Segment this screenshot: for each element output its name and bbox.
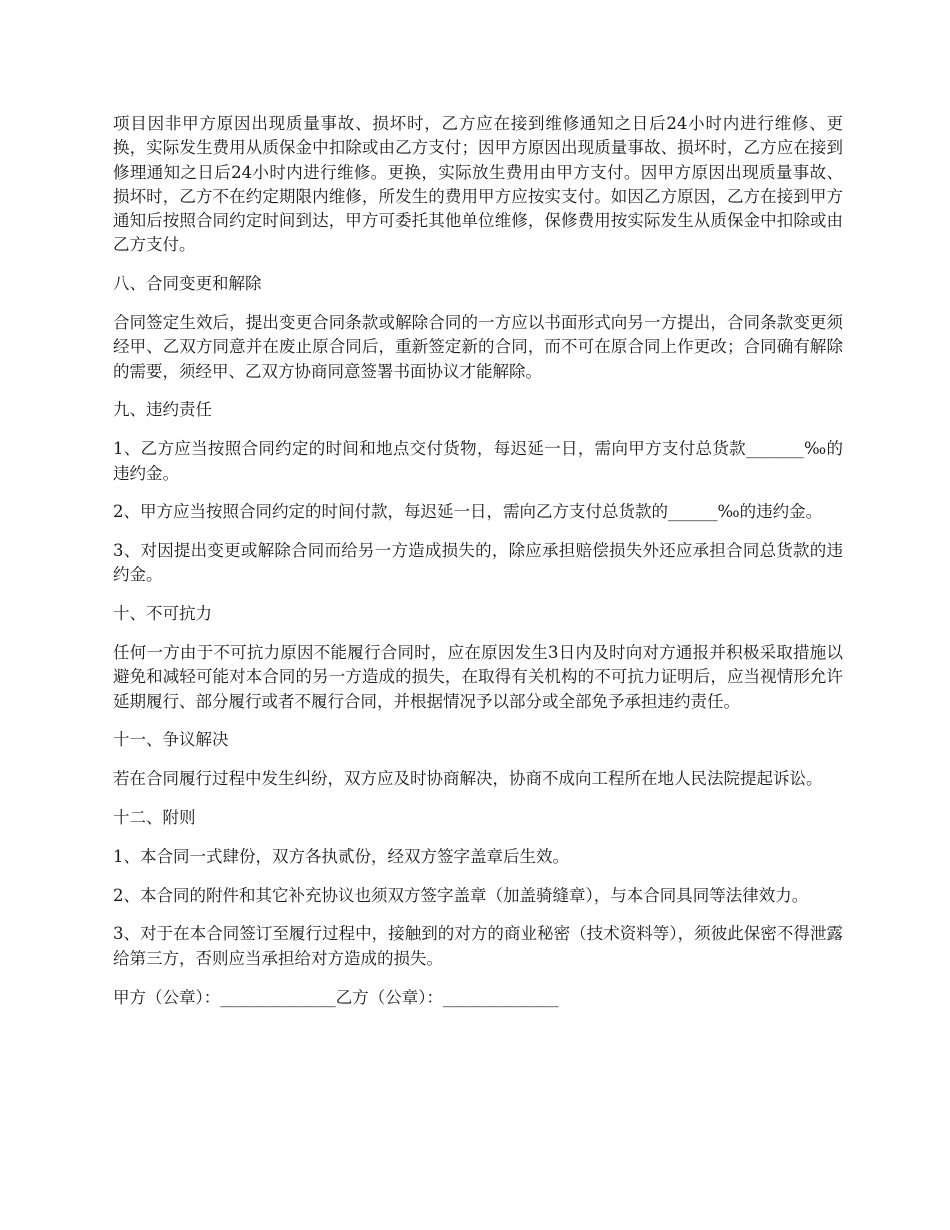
section-10-text: 任何一方由于不可抗力原因不能履行合同时，应在原因发生3日内及时向对方通报并积极采取措施以避免和减轻可能对本合同的另一方造成的损失，在取得有关机构的不可抗力证明后，应当视情形允许延期履行、部分履行或者不履行合同，并根据情况予以部分或全部免予承担违约责任。 bbox=[113, 643, 843, 711]
section-12-heading: 十二、附则 bbox=[113, 808, 196, 828]
section-10-heading: 十、不可抗力 bbox=[113, 604, 212, 624]
section-11-heading: 十一、争议解决 bbox=[113, 730, 229, 750]
section-9-item-1: 1、乙方应当按照合同约定的时间和地点交付货物，每迟延一日，需向甲方支付总货款_______‰的违约金。 bbox=[113, 439, 843, 483]
contract-page bbox=[113, 112, 843, 1010]
section-12-item-3: 3、对于在本合同签订至履行过程中，接触到的对方的商业秘密（技术资料等），须彼此保密不得泄露给第三方，否则应当承担给对方造成的损失。 bbox=[113, 924, 843, 968]
section-8-heading: 八、合同变更和解除 bbox=[113, 274, 262, 294]
section-11-text: 若在合同履行过程中发生纠纷，双方应及时协商解决，协商不成向工程所在地人民法院提起诉讼。 bbox=[113, 769, 823, 789]
section-8-text: 合同签定生效后，提出变更合同条款或解除合同的一方应以书面形式向另一方提出，合同条款变更须经甲、乙双方同意并在废止原合同后，重新签定新的合同，而不可在原合同上作更改；合同确有解除的需要，须经甲、乙双方协商同意签署书面协议才能解除。 bbox=[113, 313, 843, 381]
section-12-item-2: 2、本合同的附件和其它补充协议也须双方签字盖章（加盖骑缝章），与本合同具同等法律效力。 bbox=[113, 885, 809, 905]
section-12-item-1: 1、本合同一式肆份，双方各执贰份，经双方签字盖章后生效。 bbox=[113, 846, 569, 866]
signature-line: 甲方（公章）：______________乙方（公章）：______________ bbox=[113, 987, 559, 1007]
section-9-item-2: 2、甲方应当按照合同约定的时间付款，每迟延一日，需向乙方支付总货款的______‰的违约金。 bbox=[113, 502, 823, 522]
section-9-item-3: 3、对因提出变更或解除合同而给另一方造成损失的，除应承担赔偿损失外还应承担合同总货款的违约金。 bbox=[113, 541, 843, 585]
section-9-heading: 九、违约责任 bbox=[113, 400, 212, 420]
intro-paragraph: 项目因非甲方原因出现质量事故、损坏时，乙方应在接到维修通知之日后24小时内进行维修、更换，实际发生费用从质保金中扣除或由乙方支付；因甲方原因出现质量事故、损坏时，乙方应在接到修理通知之日后24小时内进行维修。更换，实际放生费用由甲方支付。因甲方原因出现质量事故、损坏时，乙方不在约定期限内维修，所发生的费用甲方应按实支付。如因乙方原因，乙方在接到甲方通知后按照合同约定时间到达，甲方可委托其他单位维修，保修费用按实际发生从质保金中扣除或由乙方支付。 bbox=[113, 114, 843, 255]
